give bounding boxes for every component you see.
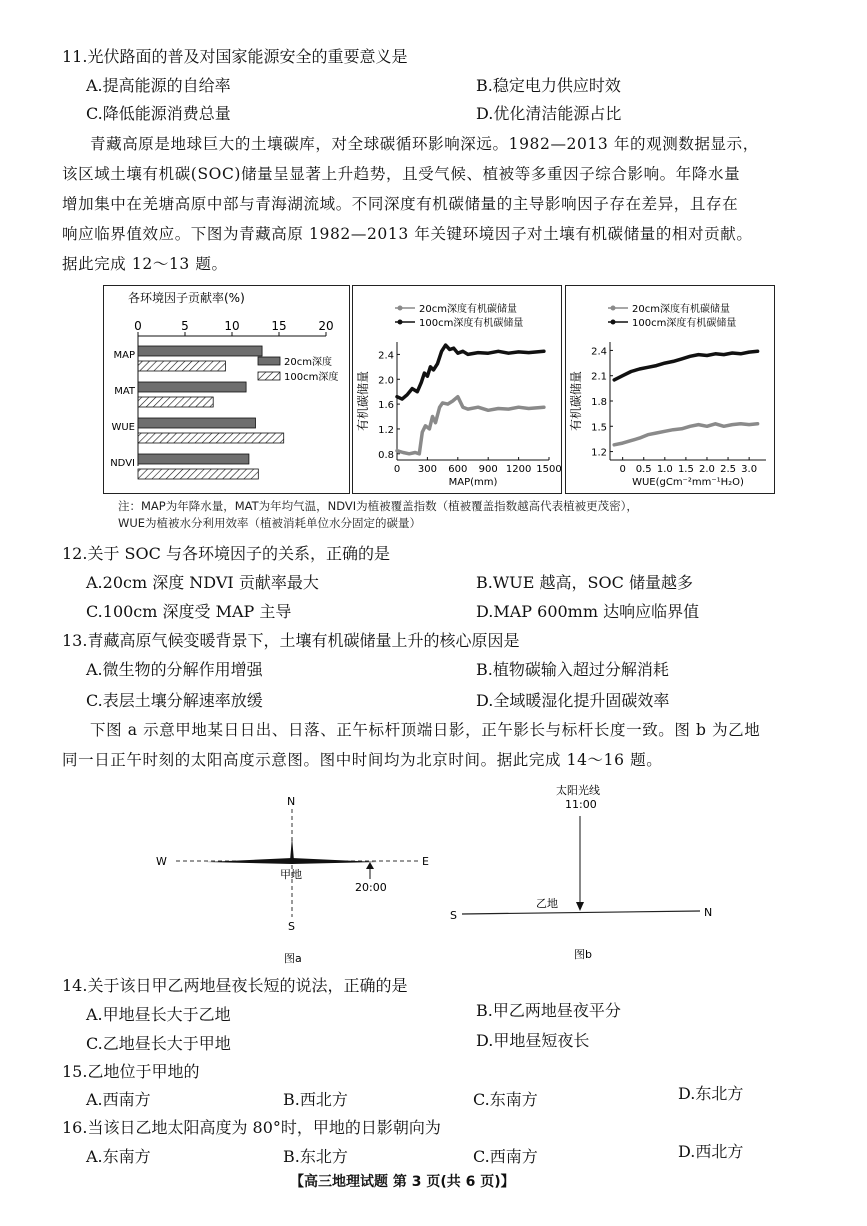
- figure-a-caption: 图a: [284, 952, 302, 965]
- map-chart-panel: [352, 285, 562, 494]
- q15-option-a[interactable]: A.西南方: [86, 1090, 151, 1109]
- ground-line: [462, 911, 700, 914]
- map-chart-x-tick-label: 300: [417, 464, 437, 475]
- map-chart-y-tick-label: 1.2: [378, 424, 394, 436]
- map-chart-series-20cm: [397, 397, 544, 454]
- wue-chart-legend-marker: [611, 320, 616, 325]
- passage1-line1: 青藏高原是地球巨大的土壤碳库，对全球碳循环影响深远。1982—2013 年的观测数据显示，: [90, 135, 759, 153]
- wue-chart-x-tick-label: 1.5: [677, 464, 694, 475]
- q16-option-b[interactable]: B.东北方: [283, 1147, 348, 1166]
- map-chart-legend-label: 20cm深度有机碳储量: [419, 304, 517, 315]
- wue-chart-legend-label: 20cm深度有机碳储量: [632, 304, 730, 315]
- sun-ray-arrowhead: [576, 902, 584, 911]
- passage1-line5: 据此完成 12～13 题。: [62, 255, 228, 273]
- q14-option-d[interactable]: D.甲地昼短夜长: [476, 1031, 590, 1050]
- wue-chart-x-tick-label: 2.0: [699, 464, 715, 475]
- wue-chart-y-tick-label: 2.1: [591, 371, 607, 383]
- legend-label-20cm: 20cm深度: [284, 357, 332, 368]
- q14-option-c[interactable]: C.乙地昼长大于甲地: [86, 1034, 231, 1053]
- figure-b-north-label: N: [704, 906, 713, 919]
- wue-chart-series-100cm: [614, 351, 757, 380]
- chart-note-line1: 注：MAP为年降水量，MAT为年均气温，NDVI为植被覆盖指数（植被覆盖指数越高代表植被更茂密），: [118, 499, 638, 513]
- wue-chart-svg: [566, 286, 774, 493]
- bar-chart-category-label: MAT: [114, 386, 135, 397]
- page-footer: 【高三地理试题 第 3 页(共 6 页)】: [290, 1174, 515, 1190]
- bar-chart-tick-label: 15: [271, 319, 287, 333]
- q15-stem: 15.乙地位于甲地的: [62, 1062, 200, 1081]
- q13-option-d[interactable]: D.全域暖湿化提升固碳效率: [476, 691, 670, 710]
- wue-chart-y-tick-label: 1.5: [591, 422, 607, 434]
- q11-option-c[interactable]: C.降低能源消费总量: [86, 104, 231, 123]
- bar-chart-tick-label: 10: [224, 319, 240, 333]
- bar-ndvi-20cm: [138, 454, 249, 464]
- q12-option-c[interactable]: C.100cm 深度受 MAP 主导: [86, 602, 292, 621]
- q16-stem: 16.当该日乙地太阳高度为 80°时，甲地的日影朝向为: [62, 1118, 441, 1137]
- map-chart-y-label: 有机碳储量: [356, 370, 370, 432]
- map-chart-y-tick-label: 2.0: [378, 375, 394, 387]
- figure-a-place-label: 甲地: [280, 868, 302, 881]
- noon-shadow: [290, 837, 294, 861]
- passage2-line2: 同一日正午时刻的太阳高度示意图。图中时间均为北京时间。据此完成 14～16 题。: [62, 751, 663, 769]
- bar-map-100cm: [138, 361, 225, 371]
- map-chart-series-100cm: [397, 345, 544, 399]
- bar-wue-100cm: [138, 433, 284, 443]
- q16-option-c[interactable]: C.西南方: [473, 1147, 538, 1166]
- passage1-line3: 增加集中在羌塘高原中部与青海湖流域。不同深度有机碳储量的主导影响因子存在差异，且存在: [62, 195, 739, 213]
- q12-option-b[interactable]: B.WUE 越高，SOC 储量越多: [476, 573, 693, 592]
- map-chart-y-tick-label: 2.4: [378, 350, 394, 362]
- passage2-line1: 下图 a 示意甲地某日日出、日落、正午标杆顶端日影，正午影长与标杆长度一致。图 b 为乙地: [90, 721, 761, 739]
- figure-b-south-label: S: [450, 909, 457, 922]
- q13-stem: 13.青藏高原气候变暖背景下，土壤有机碳储量上升的核心原因是: [62, 631, 520, 650]
- figure-a-west-label: W: [156, 855, 167, 868]
- wue-chart-legend-marker: [611, 306, 616, 311]
- q11-option-d[interactable]: D.优化清洁能源占比: [476, 104, 622, 123]
- map-chart-y-tick-label: 0.8: [378, 449, 394, 461]
- q15-option-d[interactable]: D.东北方: [678, 1084, 744, 1103]
- bar-ndvi-100cm: [138, 469, 258, 479]
- q13-option-b[interactable]: B.植物碳输入超过分解消耗: [476, 660, 669, 679]
- legend-swatch-20cm: [258, 357, 280, 365]
- q12-option-a[interactable]: A.20cm 深度 NDVI 贡献率最大: [86, 573, 319, 592]
- wue-chart-y-label: 有机碳储量: [569, 370, 583, 432]
- wue-chart-series-20cm: [614, 424, 757, 445]
- legend-swatch-100cm: [258, 372, 280, 380]
- q13-option-a[interactable]: A.微生物的分解作用增强: [86, 660, 263, 679]
- map-chart-x-tick-label: 600: [448, 464, 468, 475]
- map-chart-legend-marker: [398, 320, 403, 325]
- q12-stem: 12.关于 SOC 与各环境因子的关系，正确的是: [62, 544, 390, 563]
- map-chart-legend-marker: [398, 306, 403, 311]
- figure-b-time-label: 11:00: [565, 798, 597, 811]
- wue-chart-y-tick-label: 1.8: [591, 397, 607, 408]
- map-chart-x-tick-label: 1500: [536, 464, 561, 475]
- wue-chart-x-tick-label: 2.5: [720, 464, 737, 475]
- q13-option-c[interactable]: C.表层土壤分解速率放缓: [86, 691, 263, 710]
- wue-chart-x-tick-label: 3.0: [741, 464, 758, 475]
- map-chart-legend-label: 100cm深度有机碳储量: [419, 318, 524, 329]
- wue-chart-x-label: WUE(gCm⁻²mm⁻¹H₂O): [632, 477, 744, 488]
- q15-option-c[interactable]: C.东南方: [473, 1090, 538, 1109]
- bar-chart-title: 各环境因子贡献率(%): [128, 291, 245, 305]
- figure-a-south-label: S: [288, 920, 295, 933]
- wue-chart-panel: [565, 285, 775, 494]
- passage1-line4: 响应临界值效应。下图为青藏高原 1982—2013 年关键环境因子对土壤有机碳储量的相对贡献。: [62, 225, 753, 243]
- chart-note-line2: WUE为植被水分利用效率（植被消耗单位水分固定的碳量）: [118, 516, 422, 530]
- bar-mat-100cm: [138, 397, 213, 407]
- passage1-line2: 该区域土壤有机碳(SOC)储量呈显著上升趋势，且受气候、植被等多重因子综合影响。年降水量: [62, 165, 741, 183]
- figure-b-caption: 图b: [574, 948, 592, 961]
- map-chart-x-tick-label: 900: [478, 464, 498, 475]
- bar-chart-svg: [104, 286, 349, 493]
- q11-option-b[interactable]: B.稳定电力供应时效: [476, 76, 621, 95]
- q16-option-d[interactable]: D.西北方: [678, 1142, 744, 1161]
- q14-option-b[interactable]: B.甲乙两地昼夜平分: [476, 1001, 621, 1020]
- figure-a: [140, 785, 460, 970]
- q14-option-a[interactable]: A.甲地昼长大于乙地: [86, 1005, 231, 1024]
- q16-option-a[interactable]: A.东南方: [86, 1147, 151, 1166]
- wue-chart-y-tick-label: 2.4: [591, 346, 607, 358]
- bar-chart-tick-label: 5: [181, 319, 189, 333]
- q12-option-d[interactable]: D.MAP 600mm 达响应临界值: [476, 602, 700, 621]
- bar-map-20cm: [138, 346, 262, 356]
- time-arrow-head: [366, 862, 374, 869]
- q14-stem: 14.关于该日甲乙两地昼夜长短的说法，正确的是: [62, 976, 408, 995]
- figure-a-east-label: E: [422, 855, 429, 868]
- wue-chart-x-tick-label: 1.0: [656, 464, 673, 475]
- figure-b-sunlight-label: 太阳光线: [556, 784, 600, 797]
- map-chart-x-label: MAP(mm): [448, 477, 498, 488]
- wue-chart-x-tick-label: 0: [619, 464, 626, 475]
- bar-chart-panel: [103, 285, 350, 494]
- q11-stem: 11.光伏路面的普及对国家能源安全的重要意义是: [62, 47, 408, 66]
- legend-label-100cm: 100cm深度: [284, 372, 339, 383]
- wue-chart-x-tick-label: 0.5: [635, 464, 652, 475]
- wue-chart-y-tick-label: 1.2: [591, 447, 607, 459]
- bar-chart-category-label: MAP: [113, 350, 135, 361]
- bar-chart-category-label: NDVI: [110, 458, 135, 469]
- map-chart-x-tick-label: 0: [393, 464, 401, 475]
- bar-chart-tick-label: 20: [318, 319, 334, 333]
- q11-option-a[interactable]: A.提高能源的自给率: [86, 76, 231, 95]
- map-chart-y-tick-label: 1.6: [378, 400, 394, 412]
- bar-chart-category-label: WUE: [111, 422, 135, 433]
- figure-b-place-label: 乙地: [536, 897, 558, 910]
- figure-a-north-label: N: [287, 795, 296, 808]
- figure-a-time-label: 20:00: [355, 881, 387, 894]
- bar-mat-20cm: [138, 382, 246, 392]
- bar-wue-20cm: [138, 418, 256, 428]
- map-chart-svg: [353, 286, 561, 493]
- figure-b: [430, 780, 730, 970]
- bar-chart-tick-label: 0: [134, 319, 142, 333]
- q15-option-b[interactable]: B.西北方: [283, 1090, 348, 1109]
- map-chart-x-tick-label: 1200: [505, 464, 532, 475]
- wue-chart-legend-label: 100cm深度有机碳储量: [632, 318, 737, 329]
